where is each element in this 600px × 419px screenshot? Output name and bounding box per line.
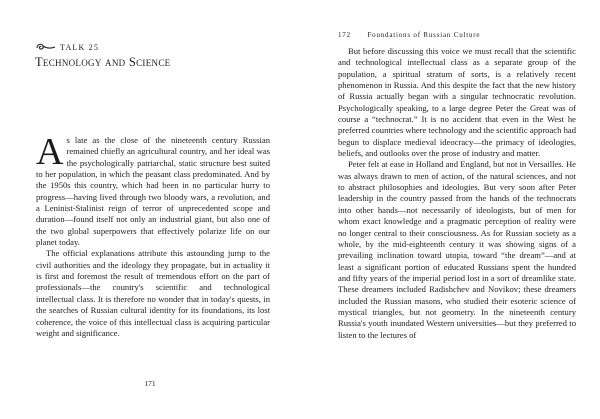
page-number-right: 172 <box>338 31 351 39</box>
running-header <box>338 31 576 39</box>
right-body-text <box>338 46 576 341</box>
paragraph: Peter felt at ease in Holland and England, but not in Versailles. He was always drawn to men of action, of the natural sciences, and not to abstract philosophies and ideologies. But very soon after Peter leadership in the country passed from the hands of the technocrats into other hands—not necessarily of ideologists, but of men for whom exact knowledge and a pragmatic perception of reality were no longer central to their consciousness. As for Russian society as a whole, by the mid-eighteenth century it was showing signs of a prevailing inclination toward utopia, toward “the dream”—and at least a significant portion of educated Russians spent the hundred and fifty years of the imperial period lost in a sort of dreamlike state. These dreamers included Radishchev and Novikov; these dreamers included the Russian masons, who studied their esoteric science of mystical triangles, but not geometry. In the nineteenth century Russia's youth inundated Western universities—but they preferred to listen to the lectures of <box>338 159 576 340</box>
drop-cap: A <box>36 131 64 173</box>
chapter-title: Technology and Science <box>35 55 171 69</box>
right-page <box>300 0 600 419</box>
running-head-title: Foundations of Russian Culture <box>367 31 481 39</box>
paragraph <box>36 131 270 248</box>
page-number-left: 171 <box>144 379 156 388</box>
paragraph-text: s late as the close of the nineteenth century Russian remained chiefly an agricultural country, and her ideal was the psychologically patriarchal, static structure best suited to her population, in which the peasant class predominated. And by the 1950s this country, which had been in no particular hurry to progress—having lived through two bloody wars, a revolution, and a Leninist-Stalinist reign of terror of unprecedented scope and duration—found itself not only an industrial giant, but also one of the two global superpowers that effectively polarize life on our planet today. <box>36 135 270 248</box>
talk-label-row <box>35 42 285 52</box>
paragraph: But before discussing this voice we must recall that the scientific and technological intellectual class as a separate group of the population, a spiritual stratum of sorts, is a relatively recent phenomenon in Russia. And this despite the fact that the new history of Russia actually began with a singular technocratic revolution. Psychologically speaking, to a large degree Peter the Great was of course a “technocrat.” It is no accident that even in the West he preferred countries where technology and the scientific approach had begun to displace medieval ideocracy—the primacy of ideologies, beliefs, and outlooks over the prose of industry and matter. <box>338 46 576 159</box>
paragraph: The official explanations attribute this astounding jump to the civil authorities and the ideology they propagate, but in actuality it is first and foremost the result of tremendous effort on the part of professionals—the country's scientific and technological intellectual class. It is therefore no wonder that in today's quests, in the searches of Russian cultural identity for its foundations, its lost coherence, the voice of this intellectual class is acquiring particular weight and significance. <box>36 248 270 338</box>
left-body-text <box>36 131 270 339</box>
talk-label: TALK 25 <box>60 42 100 52</box>
chapter-heading <box>35 42 285 70</box>
ornament-icon <box>35 42 57 52</box>
